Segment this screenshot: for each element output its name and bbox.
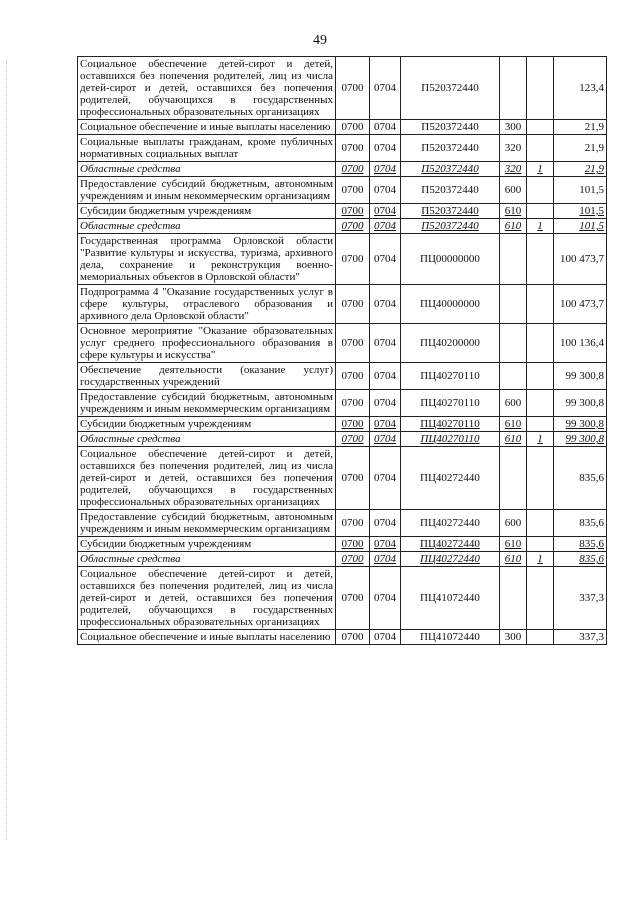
table-row xyxy=(78,510,607,537)
row-amount-cell: 835,6 xyxy=(554,552,607,567)
row-name-cell: Основное мероприятие "Оказание образовательных услуг среднего профессионального образования в сфере культуры и искусства" xyxy=(78,324,336,363)
row-section-cell: 0700 xyxy=(336,285,370,324)
row-target-code-cell: ПЦ41072440 xyxy=(401,567,500,630)
row-amount-cell: 835,6 xyxy=(554,447,607,510)
row-name-cell: Социальное обеспечение и иные выплаты населению xyxy=(78,120,336,135)
row-name-cell: Областные средства xyxy=(78,552,336,567)
table-row xyxy=(78,162,607,177)
row-amount-cell: 123,4 xyxy=(554,57,607,120)
scan-margin-line xyxy=(6,60,7,840)
row-subsection-cell: 0704 xyxy=(370,390,401,417)
row-expense-type-cell: 610 xyxy=(500,219,527,234)
row-expense-type-cell xyxy=(500,567,527,630)
row-expense-type-cell: 600 xyxy=(500,510,527,537)
row-target-code-cell: П520372440 xyxy=(401,177,500,204)
row-section-cell: 0700 xyxy=(336,363,370,390)
row-target-code-cell: ПЦ40272440 xyxy=(401,447,500,510)
row-subsection-cell: 0704 xyxy=(370,120,401,135)
table-row xyxy=(78,630,607,645)
row-source-cell xyxy=(527,204,554,219)
row-source-cell xyxy=(527,234,554,285)
row-source-cell: 1 xyxy=(527,552,554,567)
row-source-cell xyxy=(527,537,554,552)
row-name-cell: Обеспечение деятельности (оказание услуг) государственных учреждений xyxy=(78,363,336,390)
row-name-cell: Социальное обеспечение детей-сирот и детей, оставшихся без попечения родителей, лиц из числа детей-сирот и детей, оставшихся без попечения родителей, обучающихся в государственных профессиональных образовательных организациях xyxy=(78,447,336,510)
row-source-cell xyxy=(527,417,554,432)
row-target-code-cell: ПЦ41072440 xyxy=(401,630,500,645)
row-amount-cell: 99 300,8 xyxy=(554,417,607,432)
row-amount-cell: 100 136,4 xyxy=(554,324,607,363)
table-row xyxy=(78,177,607,204)
row-amount-cell: 99 300,8 xyxy=(554,363,607,390)
row-section-cell: 0700 xyxy=(336,162,370,177)
row-source-cell xyxy=(527,135,554,162)
row-amount-cell: 99 300,8 xyxy=(554,432,607,447)
row-target-code-cell: П520372440 xyxy=(401,120,500,135)
row-name-cell: Социальное обеспечение детей-сирот и детей, оставшихся без попечения родителей, лиц из числа детей-сирот и детей, оставшихся без попечения родителей, обучающихся в государственных профессиональных образовательных организациях xyxy=(78,57,336,120)
page-number: 49 xyxy=(313,33,327,48)
row-expense-type-cell: 610 xyxy=(500,204,527,219)
row-source-cell: 1 xyxy=(527,219,554,234)
row-amount-cell: 835,6 xyxy=(554,537,607,552)
row-subsection-cell: 0704 xyxy=(370,552,401,567)
row-section-cell: 0700 xyxy=(336,552,370,567)
row-subsection-cell: 0704 xyxy=(370,447,401,510)
row-amount-cell: 337,3 xyxy=(554,630,607,645)
row-amount-cell: 21,9 xyxy=(554,120,607,135)
row-target-code-cell: ПЦ40200000 xyxy=(401,324,500,363)
row-section-cell: 0700 xyxy=(336,417,370,432)
row-amount-cell: 835,6 xyxy=(554,510,607,537)
row-target-code-cell: ПЦ40272440 xyxy=(401,510,500,537)
row-target-code-cell: ПЦ00000000 xyxy=(401,234,500,285)
budget-table-body xyxy=(78,57,607,645)
row-amount-cell: 337,3 xyxy=(554,567,607,630)
row-target-code-cell: П520372440 xyxy=(401,204,500,219)
row-source-cell xyxy=(527,630,554,645)
row-subsection-cell: 0704 xyxy=(370,324,401,363)
row-amount-cell: 100 473,7 xyxy=(554,234,607,285)
row-name-cell: Предоставление субсидий бюджетным, автономным учреждениям и иным некоммерческим организациям xyxy=(78,510,336,537)
row-subsection-cell: 0704 xyxy=(370,162,401,177)
row-subsection-cell: 0704 xyxy=(370,567,401,630)
row-section-cell: 0700 xyxy=(336,135,370,162)
row-section-cell: 0700 xyxy=(336,324,370,363)
row-expense-type-cell: 300 xyxy=(500,120,527,135)
table-row xyxy=(78,537,607,552)
row-target-code-cell: ПЦ40270110 xyxy=(401,417,500,432)
row-name-cell: Субсидии бюджетным учреждениям xyxy=(78,204,336,219)
row-section-cell: 0700 xyxy=(336,432,370,447)
row-section-cell: 0700 xyxy=(336,57,370,120)
row-target-code-cell: П520372440 xyxy=(401,135,500,162)
row-source-cell xyxy=(527,447,554,510)
row-name-cell: Социальное обеспечение и иные выплаты населению xyxy=(78,630,336,645)
row-expense-type-cell xyxy=(500,57,527,120)
table-row xyxy=(78,120,607,135)
table-row xyxy=(78,324,607,363)
row-name-cell: Областные средства xyxy=(78,162,336,177)
row-name-cell: Предоставление субсидий бюджетным, автономным учреждениям и иным некоммерческим организациям xyxy=(78,177,336,204)
row-source-cell: 1 xyxy=(527,432,554,447)
row-target-code-cell: ПЦ40000000 xyxy=(401,285,500,324)
row-expense-type-cell: 320 xyxy=(500,162,527,177)
row-target-code-cell: П520372440 xyxy=(401,219,500,234)
row-name-cell: Социальное обеспечение детей-сирот и детей, оставшихся без попечения родителей, лиц из числа детей-сирот и детей, оставшихся без попечения родителей, обучающихся в государственных профессиональных образовательных организациях xyxy=(78,567,336,630)
table-row xyxy=(78,219,607,234)
row-amount-cell: 101,5 xyxy=(554,204,607,219)
row-section-cell: 0700 xyxy=(336,567,370,630)
table-row xyxy=(78,204,607,219)
row-source-cell xyxy=(527,363,554,390)
row-source-cell xyxy=(527,57,554,120)
row-expense-type-cell: 610 xyxy=(500,552,527,567)
table-row xyxy=(78,57,607,120)
row-name-cell: Субсидии бюджетным учреждениям xyxy=(78,417,336,432)
table-row xyxy=(78,135,607,162)
row-target-code-cell: ПЦ40270110 xyxy=(401,363,500,390)
row-target-code-cell: ПЦ40270110 xyxy=(401,432,500,447)
row-target-code-cell: П520372440 xyxy=(401,57,500,120)
row-source-cell xyxy=(527,510,554,537)
row-subsection-cell: 0704 xyxy=(370,630,401,645)
row-expense-type-cell xyxy=(500,447,527,510)
row-subsection-cell: 0704 xyxy=(370,135,401,162)
row-subsection-cell: 0704 xyxy=(370,432,401,447)
row-target-code-cell: П520372440 xyxy=(401,162,500,177)
row-expense-type-cell xyxy=(500,363,527,390)
row-subsection-cell: 0704 xyxy=(370,234,401,285)
budget-table xyxy=(77,56,607,645)
table-row xyxy=(78,234,607,285)
row-section-cell: 0700 xyxy=(336,204,370,219)
row-expense-type-cell: 610 xyxy=(500,432,527,447)
row-name-cell: Государственная программа Орловской области "Развитие культуры и искусства, туризма, архивного дела, сохранение и реконструкция военно-мемориальных объектов в Орловской области" xyxy=(78,234,336,285)
row-amount-cell: 101,5 xyxy=(554,177,607,204)
row-target-code-cell: ПЦ40270110 xyxy=(401,390,500,417)
row-amount-cell: 99 300,8 xyxy=(554,390,607,417)
row-subsection-cell: 0704 xyxy=(370,537,401,552)
row-amount-cell: 21,9 xyxy=(554,162,607,177)
row-subsection-cell: 0704 xyxy=(370,363,401,390)
table-row xyxy=(78,447,607,510)
row-expense-type-cell xyxy=(500,234,527,285)
row-expense-type-cell xyxy=(500,285,527,324)
row-expense-type-cell: 600 xyxy=(500,390,527,417)
row-section-cell: 0700 xyxy=(336,510,370,537)
row-source-cell xyxy=(527,120,554,135)
table-row xyxy=(78,363,607,390)
row-expense-type-cell xyxy=(500,324,527,363)
row-expense-type-cell: 300 xyxy=(500,630,527,645)
row-section-cell: 0700 xyxy=(336,390,370,417)
row-expense-type-cell: 610 xyxy=(500,417,527,432)
table-row xyxy=(78,552,607,567)
table-row xyxy=(78,432,607,447)
row-source-cell: 1 xyxy=(527,162,554,177)
row-amount-cell: 100 473,7 xyxy=(554,285,607,324)
table-row xyxy=(78,567,607,630)
row-section-cell: 0700 xyxy=(336,120,370,135)
row-section-cell: 0700 xyxy=(336,447,370,510)
row-target-code-cell: ПЦ40272440 xyxy=(401,537,500,552)
row-subsection-cell: 0704 xyxy=(370,510,401,537)
row-amount-cell: 101,5 xyxy=(554,219,607,234)
row-subsection-cell: 0704 xyxy=(370,177,401,204)
row-subsection-cell: 0704 xyxy=(370,204,401,219)
row-section-cell: 0700 xyxy=(336,234,370,285)
row-name-cell: Подпрограмма 4 "Оказание государственных услуг в сфере культуры, отраслевого образования и архивного дела Орловской области" xyxy=(78,285,336,324)
row-subsection-cell: 0704 xyxy=(370,57,401,120)
row-expense-type-cell: 320 xyxy=(500,135,527,162)
row-name-cell: Субсидии бюджетным учреждениям xyxy=(78,537,336,552)
row-name-cell: Областные средства xyxy=(78,219,336,234)
row-section-cell: 0700 xyxy=(336,219,370,234)
row-source-cell xyxy=(527,567,554,630)
table-row xyxy=(78,390,607,417)
row-source-cell xyxy=(527,177,554,204)
row-section-cell: 0700 xyxy=(336,630,370,645)
table-row xyxy=(78,285,607,324)
table-row xyxy=(78,417,607,432)
row-source-cell xyxy=(527,285,554,324)
row-source-cell xyxy=(527,324,554,363)
row-name-cell: Областные средства xyxy=(78,432,336,447)
row-expense-type-cell: 600 xyxy=(500,177,527,204)
row-subsection-cell: 0704 xyxy=(370,219,401,234)
row-section-cell: 0700 xyxy=(336,537,370,552)
row-target-code-cell: ПЦ40272440 xyxy=(401,552,500,567)
row-amount-cell: 21,9 xyxy=(554,135,607,162)
row-subsection-cell: 0704 xyxy=(370,285,401,324)
row-expense-type-cell: 610 xyxy=(500,537,527,552)
row-section-cell: 0700 xyxy=(336,177,370,204)
row-name-cell: Социальные выплаты гражданам, кроме публичных нормативных социальных выплат xyxy=(78,135,336,162)
row-subsection-cell: 0704 xyxy=(370,417,401,432)
row-source-cell xyxy=(527,390,554,417)
row-name-cell: Предоставление субсидий бюджетным, автономным учреждениям и иным некоммерческим организациям xyxy=(78,390,336,417)
